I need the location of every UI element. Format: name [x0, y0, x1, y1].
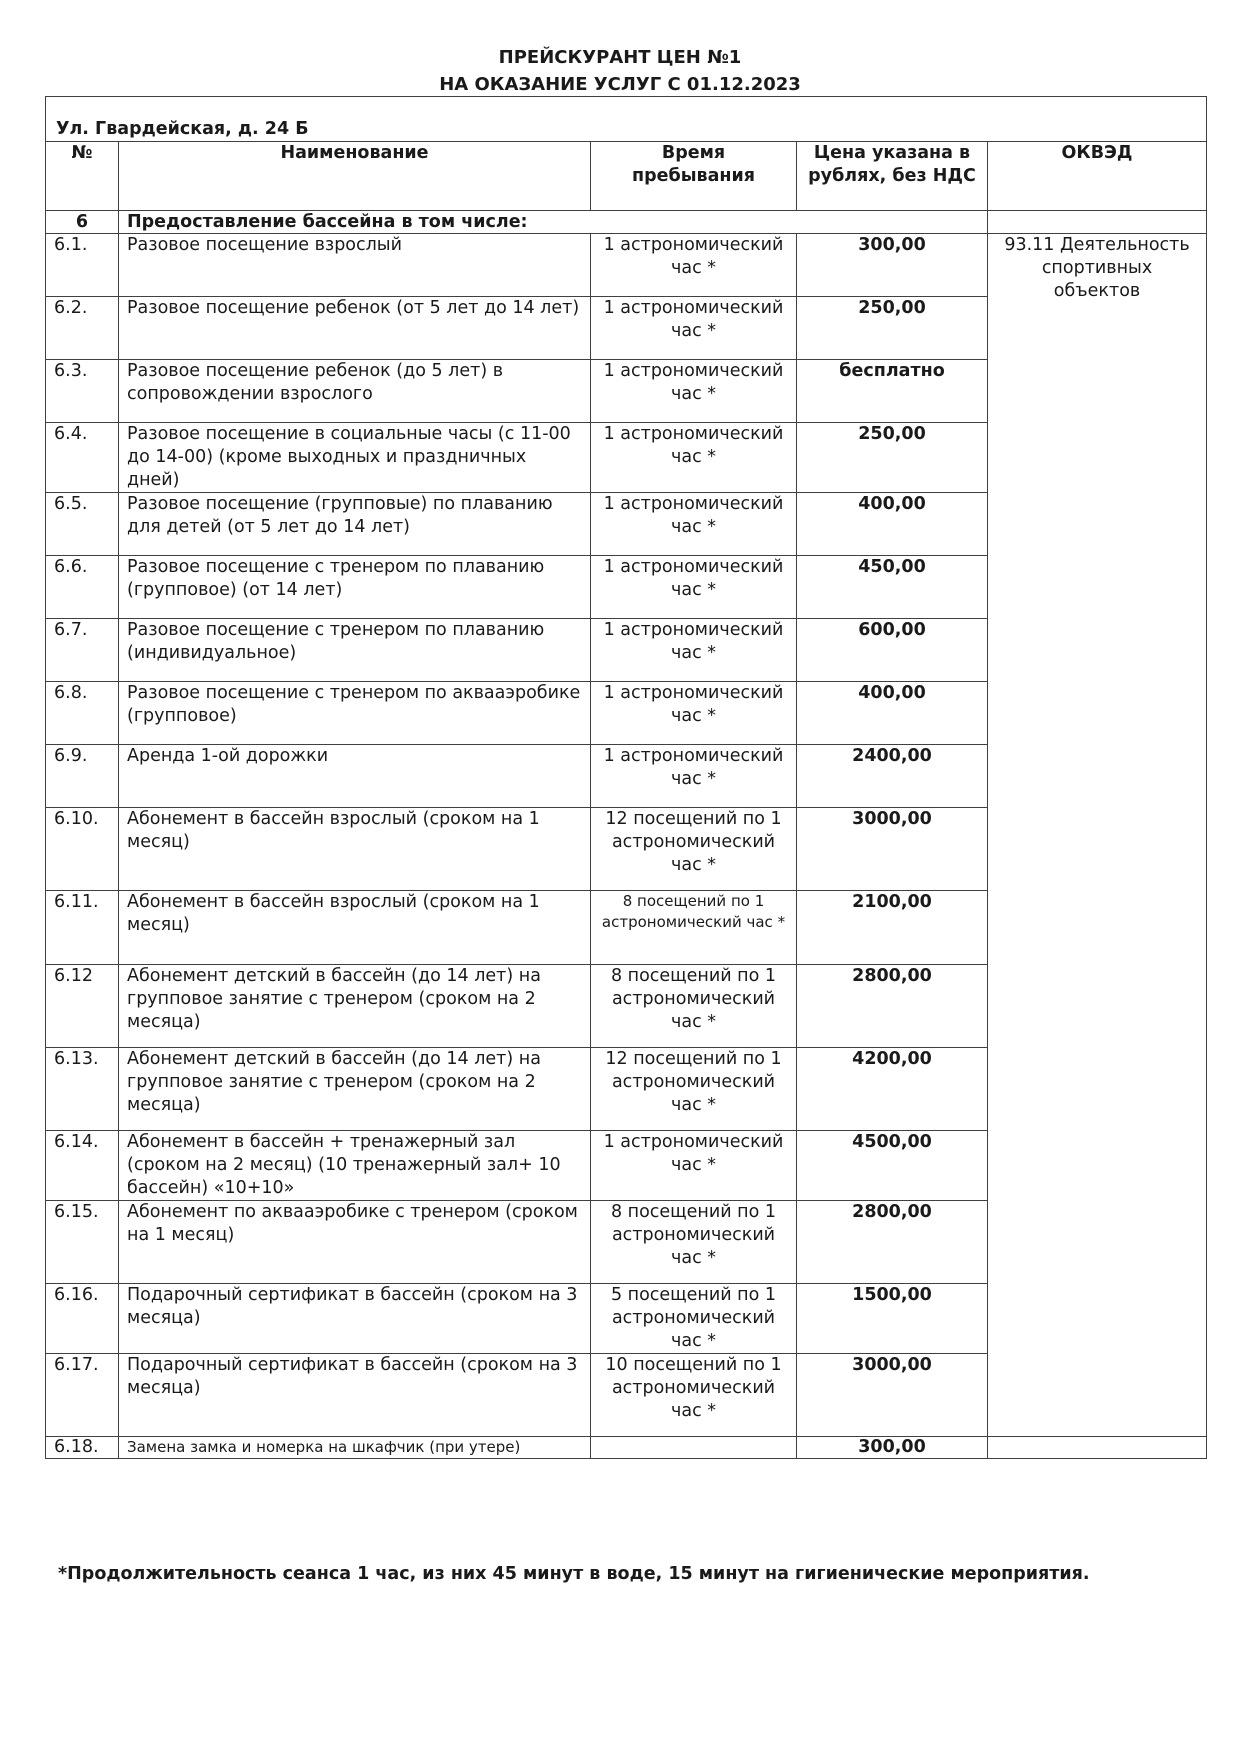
- row-num: 6.12: [46, 965, 119, 1048]
- okved-cell: 93.11 Деятельность спортивных объектов: [988, 234, 1207, 1437]
- row-num: 6.17.: [46, 1354, 119, 1437]
- row-name: Аренда 1-ой дорожки: [119, 745, 591, 808]
- row-price: 2400,00: [797, 745, 988, 808]
- row-price: 400,00: [797, 493, 988, 556]
- row-name: Разовое посещение с тренером по плаванию (групповое) (от 14 лет): [119, 556, 591, 619]
- row-num: 6.8.: [46, 682, 119, 745]
- row-num: 6.4.: [46, 423, 119, 493]
- table-row: [46, 234, 1207, 297]
- row-name: Подарочный сертификат в бассейн (сроком на 3 месяца): [119, 1284, 591, 1354]
- row-name: Подарочный сертификат в бассейн (сроком на 3 месяца): [119, 1354, 591, 1437]
- row-name: Разовое посещение ребенок (от 5 лет до 14 лет): [119, 297, 591, 360]
- row-time: 1 астрономический час *: [591, 1131, 797, 1201]
- row-time: 1 астрономический час *: [591, 234, 797, 297]
- row-num: 6.6.: [46, 556, 119, 619]
- row-time: 1 астрономический час *: [591, 556, 797, 619]
- row-time: 8 посещений по 1 астрономический час *: [591, 1201, 797, 1284]
- row-name: Абонемент детский в бассейн (до 14 лет) на групповое занятие с тренером (сроком на 2 месяца): [119, 1048, 591, 1131]
- row-time: 12 посещений по 1 астрономический час *: [591, 808, 797, 891]
- row-name: Абонемент детский в бассейн (до 14 лет) на групповое занятие с тренером (сроком на 2 месяца): [119, 965, 591, 1048]
- header-name: Наименование: [119, 142, 591, 211]
- row-name: Разовое посещение с тренером по плаванию (индивидуальное): [119, 619, 591, 682]
- table-row: [46, 1437, 1207, 1459]
- row-time: 1 астрономический час *: [591, 745, 797, 808]
- okved-empty-cell: [988, 1437, 1207, 1459]
- header-row: [46, 142, 1207, 211]
- row-time: 1 астрономический час *: [591, 423, 797, 493]
- row-price: 2800,00: [797, 965, 988, 1048]
- row-name: Абонемент в бассейн взрослый (сроком на 1 месяц): [119, 808, 591, 891]
- row-price: бесплатно: [797, 360, 988, 423]
- price-table: [45, 96, 1207, 1459]
- row-num: 6.11.: [46, 891, 119, 965]
- row-num: 6.13.: [46, 1048, 119, 1131]
- row-num: 6.7.: [46, 619, 119, 682]
- row-num: 6.14.: [46, 1131, 119, 1201]
- row-name: Замена замка и номерка на шкафчик (при утере): [119, 1437, 591, 1459]
- row-price: 250,00: [797, 297, 988, 360]
- row-time: 12 посещений по 1 астрономический час *: [591, 1048, 797, 1131]
- row-num: 6.2.: [46, 297, 119, 360]
- row-price: 300,00: [797, 1437, 988, 1459]
- row-price: 1500,00: [797, 1284, 988, 1354]
- row-time: 1 астрономический час *: [591, 297, 797, 360]
- header-okved: ОКВЭД: [988, 142, 1207, 211]
- row-name: Разовое посещение (групповые) по плаванию для детей (от 5 лет до 14 лет): [119, 493, 591, 556]
- row-num: 6.15.: [46, 1201, 119, 1284]
- row-name: Разовое посещение взрослый: [119, 234, 591, 297]
- row-price: 2800,00: [797, 1201, 988, 1284]
- row-price: 2100,00: [797, 891, 988, 965]
- row-time: 1 астрономический час *: [591, 493, 797, 556]
- header-price: Цена указана в рублях, без НДС: [797, 142, 988, 211]
- row-num: 6.16.: [46, 1284, 119, 1354]
- row-time: 1 астрономический час *: [591, 682, 797, 745]
- row-num: 6.3.: [46, 360, 119, 423]
- row-name: Абонемент в бассейн взрослый (сроком на 1 месяц): [119, 891, 591, 965]
- header-time: Время пребывания: [591, 142, 797, 211]
- row-time: 8 посещений по 1 астрономический час *: [591, 891, 797, 965]
- row-num: 6.5.: [46, 493, 119, 556]
- row-price: 600,00: [797, 619, 988, 682]
- group-num: 6: [46, 211, 119, 234]
- group-name: Предоставление бассейна в том числе:: [119, 211, 988, 234]
- row-num: 6.1.: [46, 234, 119, 297]
- row-name: Абонемент в бассейн + тренажерный зал (сроком на 2 месяц) (10 тренажерный зал+ 10 бассейн) «10+10»: [119, 1131, 591, 1201]
- row-time: 5 посещений по 1 астрономический час *: [591, 1284, 797, 1354]
- row-num: 6.9.: [46, 745, 119, 808]
- title-line-1: ПРЕЙСКУРАНТ ЦЕН №1: [498, 47, 742, 68]
- header-num: №: [46, 142, 119, 211]
- group-row: [46, 211, 1207, 234]
- row-time: 1 астрономический час *: [591, 619, 797, 682]
- row-name: Абонемент по аквааэробике с тренером (сроком на 1 месяц): [119, 1201, 591, 1284]
- row-num: 6.18.: [46, 1437, 119, 1459]
- row-time: 10 посещений по 1 астрономический час *: [591, 1354, 797, 1437]
- row-price: 300,00: [797, 234, 988, 297]
- row-time: 1 астрономический час *: [591, 360, 797, 423]
- footnote: *Продолжительность сеанса 1 час, из них 45 минут в воде, 15 минут на гигиенические мероприятия.: [58, 1564, 1090, 1584]
- row-price: 400,00: [797, 682, 988, 745]
- row-name: Разовое посещение ребенок (до 5 лет) в сопровождении взрослого: [119, 360, 591, 423]
- group-okved-cell: [988, 211, 1207, 234]
- address-row: [46, 97, 1207, 142]
- row-price: 250,00: [797, 423, 988, 493]
- title-line-2: НА ОКАЗАНИЕ УСЛУГ С 01.12.2023: [439, 74, 801, 95]
- row-name: Разовое посещение с тренером по аквааэробике (групповое): [119, 682, 591, 745]
- document-title: [0, 44, 1240, 98]
- row-price: 450,00: [797, 556, 988, 619]
- row-time: [591, 1437, 797, 1459]
- address-text: Ул. Гвардейская, д. 24 Б: [46, 97, 1207, 142]
- row-num: 6.10.: [46, 808, 119, 891]
- row-name: Разовое посещение в социальные часы (с 11-00 до 14-00) (кроме выходных и праздничных дней): [119, 423, 591, 493]
- row-price: 3000,00: [797, 1354, 988, 1437]
- row-time: 8 посещений по 1 астрономический час *: [591, 965, 797, 1048]
- row-price: 3000,00: [797, 808, 988, 891]
- row-price: 4500,00: [797, 1131, 988, 1201]
- row-price: 4200,00: [797, 1048, 988, 1131]
